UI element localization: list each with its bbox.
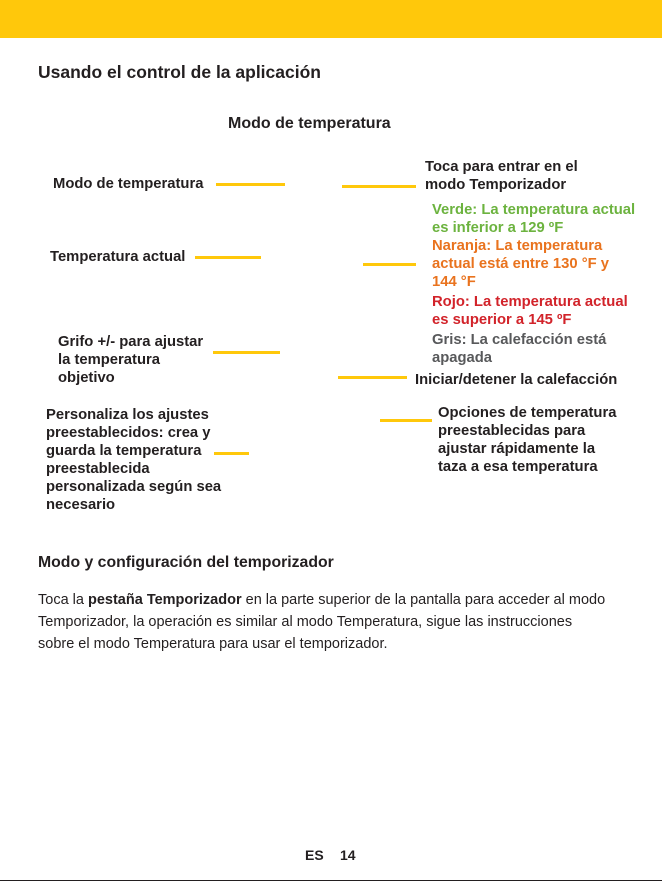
legend-orange: Naranja: La temperatura actual está entre 130 °F y 144 °F: [432, 238, 609, 290]
connector-line: [363, 263, 416, 266]
callout-preset-options: Opciones de temperatura preestablecidas para ajustar rápidamente la taza a esa temperatura: [438, 405, 617, 475]
callout-start-stop-heating: Iniciar/detener la calefacción: [415, 372, 618, 388]
connector-line: [342, 185, 416, 188]
callout-timer-tab: Toca para entrar en el modo Temporizador: [425, 159, 578, 193]
header-color-band: [0, 0, 662, 38]
connector-line: [216, 183, 285, 186]
timer-instructions: [38, 589, 605, 655]
callout-temperature-mode: Modo de temperatura: [53, 176, 204, 192]
page-title: Usando el control de la aplicación: [38, 62, 321, 82]
connector-line: [213, 351, 280, 354]
callout-current-temperature: Temperatura actual: [50, 249, 186, 265]
diagram-title: Modo de temperatura: [228, 115, 391, 132]
footer-language: ES: [305, 847, 324, 863]
footer-page-number: 14: [340, 847, 356, 863]
legend-gray: Gris: La calefacción está apagada: [432, 332, 607, 366]
connector-line: [195, 256, 261, 259]
connector-line: [214, 452, 249, 455]
legend-green: Verde: La temperatura actual es inferior a 129 ºF: [432, 202, 636, 236]
callout-adjust-target-temperature: Grifo +/- para ajustar la temperatura objetivo: [58, 334, 204, 386]
timer-text-start: Toca la: [38, 592, 88, 608]
timer-section-title: Modo y configuración del temporizador: [38, 554, 334, 571]
timer-text-rest: en la parte superior de la pantalla para acceder al modo Temporizador, la operación es similar al modo Temperatura, sigue las instrucciones sobre el modo Temperatura para usar el temporizador.: [38, 592, 606, 652]
timer-tab-emphasis: pestaña Temporizador: [87, 592, 242, 608]
bottom-rule: [0, 880, 662, 881]
legend-red: Rojo: La temperatura actual es superior a 145 ºF: [432, 294, 628, 328]
connector-line: [380, 419, 432, 422]
callout-custom-presets: Personaliza los ajustes preestablecidos: crea y guarda la temperatura preestablecida personalizada según sea necesario: [46, 407, 222, 513]
connector-line: [338, 376, 407, 379]
